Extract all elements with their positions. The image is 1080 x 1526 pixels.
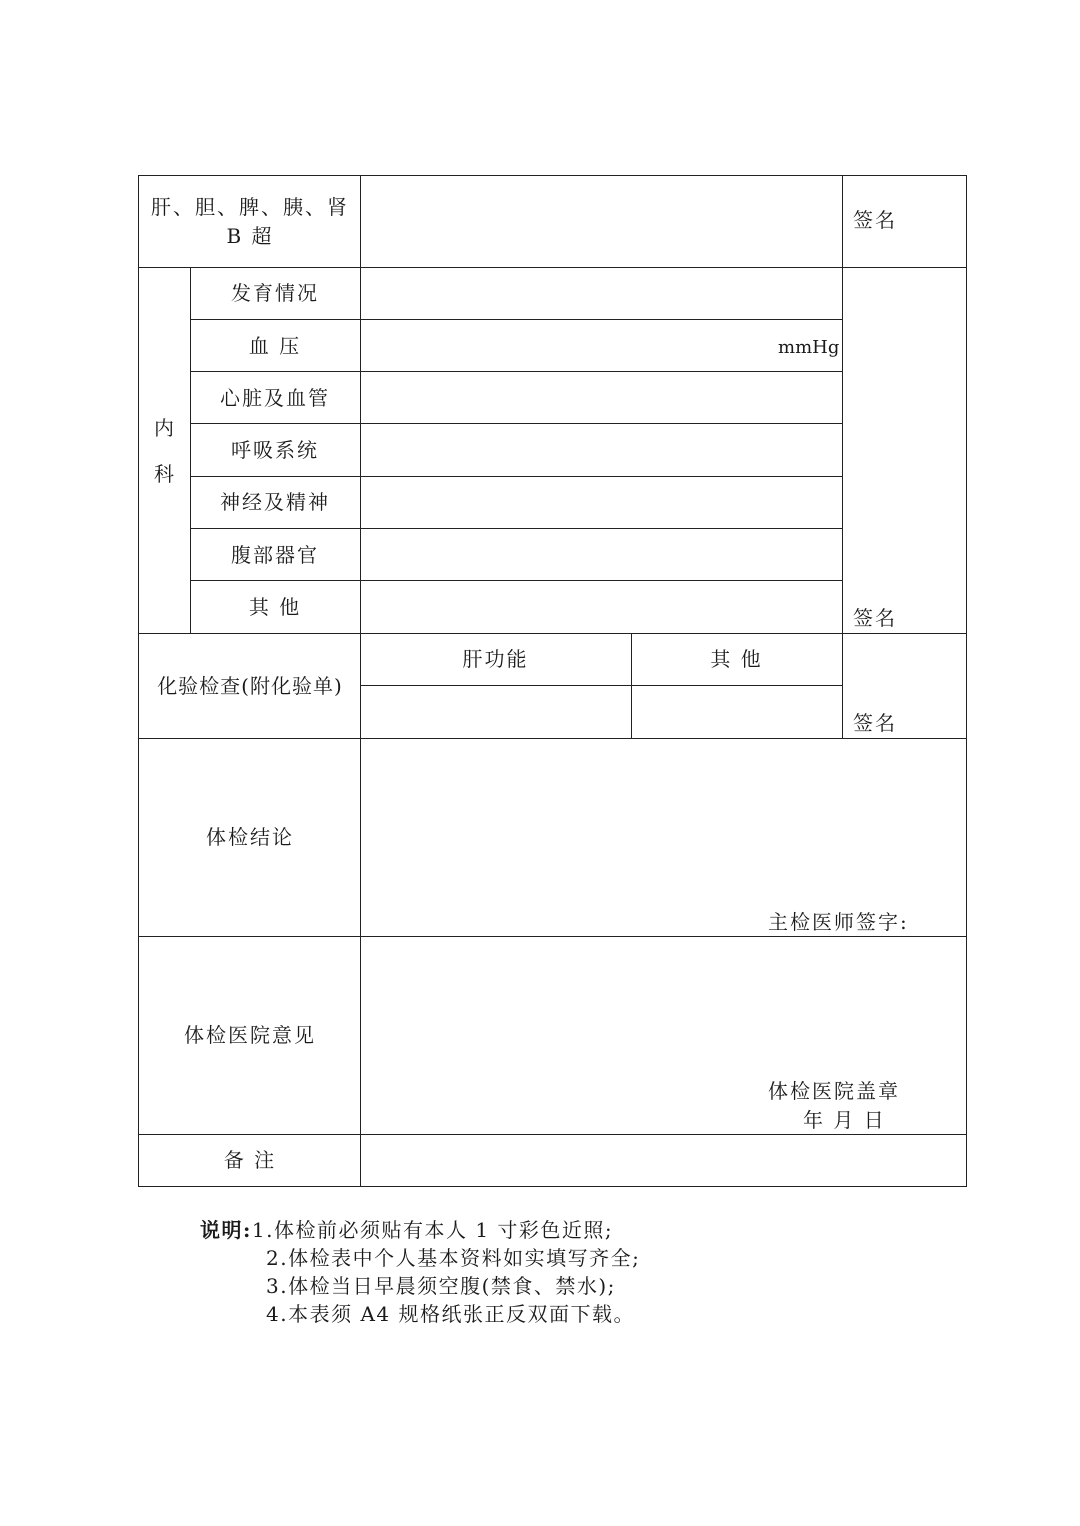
lab-test-label: 化验检查(附化验单) [157,674,343,698]
ultrasound-label-line2: B 超 [226,224,274,248]
ultrasound-label: 肝、胆、脾、胰、肾 [151,195,349,219]
hospital-stamp-label: 体检医院盖章 [768,1079,900,1103]
neuro-mental-label: 神经及精神 [220,490,330,514]
respiratory-label: 呼吸系统 [231,438,319,462]
instruction-item: 4.本表须 A4 规格纸张正反双面下载。 [266,1302,635,1326]
table-line [138,936,967,937]
instructions [200,1216,640,1328]
lab-sign-label: 签名 [853,711,897,735]
date-label: 年 月 日 [803,1108,886,1132]
table-line [842,175,843,739]
abdominal-label: 腹部器官 [231,543,319,567]
table-line [190,580,843,581]
liver-function-header: 肝功能 [462,647,529,671]
table-line [190,371,843,372]
other-label: 其 他 [248,595,302,619]
conclusion-label: 体检结论 [206,825,294,849]
development-label: 发育情况 [231,281,319,305]
table-line [360,175,361,1187]
heart-vessels-label: 心脏及血管 [220,386,330,410]
internal-sign-label: 签名 [853,606,897,630]
internal-group-label-2: 科 [154,462,176,486]
table-line [190,476,843,477]
remarks-label: 备 注 [223,1148,277,1172]
table-line [190,528,843,529]
instructions-line [200,1216,640,1244]
internal-group-label: 内 [154,416,176,440]
table-line [360,685,843,686]
blood-pressure-label: 血 压 [248,334,302,358]
chief-doctor-sign-label: 主检医师签字: [768,910,909,934]
table-line [138,1134,967,1135]
table-border-right [966,175,967,1187]
instruction-item: 1.体检前必须贴有本人 1 寸彩色近照; [251,1218,614,1242]
hospital-opinion-label: 体检医院意见 [184,1023,316,1047]
lab-other-header: 其 他 [710,647,763,671]
ultrasound-sign-label: 签名 [853,208,897,232]
instructions-title: 说明: [200,1218,252,1242]
blood-pressure-unit: mmHg [778,337,840,358]
table-border-bottom [138,1186,967,1187]
instruction-item: 3.体检当日早晨须空腹(禁食、禁水); [266,1274,616,1298]
table-line [190,319,843,320]
instruction-item: 2.体检表中个人基本资料如实填写齐全; [266,1246,641,1270]
table-line [190,423,843,424]
